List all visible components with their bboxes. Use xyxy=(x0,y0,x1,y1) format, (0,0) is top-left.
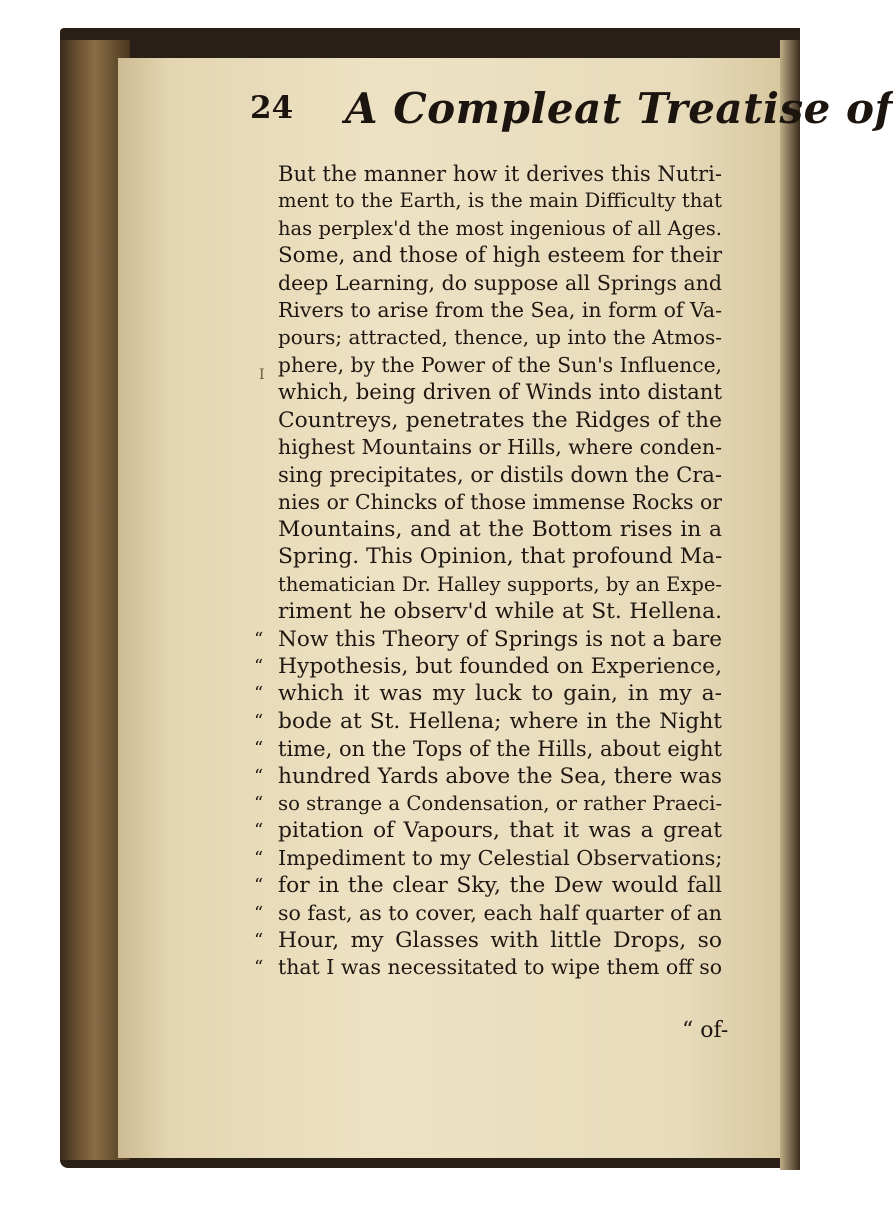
text-line xyxy=(254,954,722,981)
line-text: so fast, as to cover, each half quarter of an xyxy=(278,900,722,925)
text-line xyxy=(254,708,722,735)
line-text: time, on the Tops of the Hills, about eight xyxy=(278,736,722,762)
line-text: has perplex'd the most ingenious of all Ages. xyxy=(278,216,722,240)
line-text: for in the clear Sky, the Dew would fall xyxy=(278,873,722,899)
text-line xyxy=(254,653,722,680)
quote-mark: “ xyxy=(254,875,264,897)
line-text: pitation of Vapours, that it was a great xyxy=(278,818,722,844)
line-text: sing precipitates, or distils down the Cra- xyxy=(278,462,722,488)
margin-mark: I xyxy=(259,367,265,383)
text-line xyxy=(254,680,722,707)
text-line xyxy=(278,215,722,242)
line-text: nies or Chincks of those immense Rocks or xyxy=(278,489,722,514)
text-line xyxy=(278,352,722,379)
line-text: But the manner how it derives this Nutri- xyxy=(278,161,722,186)
text-line xyxy=(278,160,722,187)
text-line xyxy=(278,297,722,324)
line-text: thematician Dr. Halley supports, by an Expe- xyxy=(278,572,722,596)
line-text: that I was necessitated to wipe them off so xyxy=(278,955,722,980)
text-line xyxy=(254,817,722,844)
text-line xyxy=(254,763,722,790)
line-text: Hour, my Glasses with little Drops, so xyxy=(278,927,722,953)
text-line xyxy=(254,626,722,653)
line-text: Some, and those of high esteem for their xyxy=(278,243,723,269)
line-text: so strange a Condensation, or rather Praeci- xyxy=(278,791,723,815)
text-line xyxy=(254,927,722,954)
line-text: pours; attracted, thence, up into the Atmos- xyxy=(278,325,722,350)
quote-mark: “ xyxy=(254,683,264,705)
text-line xyxy=(278,407,722,434)
text-line xyxy=(278,489,722,516)
text-line xyxy=(278,516,722,543)
line-text: hundred Yards above the Sea, there was xyxy=(278,763,722,789)
line-text: deep Learning, do suppose all Springs and xyxy=(278,270,722,295)
quote-mark: “ xyxy=(254,902,264,924)
line-text: bode at St. Hellena; where in the Night xyxy=(278,708,722,734)
text-line xyxy=(278,543,722,570)
text-line xyxy=(254,790,723,817)
text-line xyxy=(278,242,722,269)
text-line xyxy=(278,187,722,214)
line-text: Spring. This Opinion, that profound Ma- xyxy=(278,544,723,570)
text-line xyxy=(278,270,722,297)
line-text: Hypothesis, but founded on Experience, xyxy=(278,654,722,680)
text-line xyxy=(278,598,722,625)
line-text: highest Mountains or Hills, where conden- xyxy=(278,434,722,459)
line-text: Now this Theory of Springs is not a bare xyxy=(278,626,722,652)
quote-mark: “ xyxy=(254,628,264,650)
page-edge xyxy=(780,40,800,1170)
text-line xyxy=(278,379,722,406)
page-number: 24 xyxy=(250,90,294,126)
running-title: A Compleat Treatise of xyxy=(345,84,893,133)
text-line xyxy=(278,571,722,598)
text-line xyxy=(278,324,722,351)
text-line xyxy=(254,872,722,899)
quote-mark: “ xyxy=(254,765,264,787)
line-text: Impediment to my Celestial Observations; xyxy=(278,845,723,870)
quote-mark: “ xyxy=(254,792,264,814)
line-text: Rivers to arise from the Sea, in form of Va- xyxy=(278,297,722,322)
line-text: which, being driven of Winds into distant xyxy=(278,380,722,406)
text-line xyxy=(254,845,723,872)
quote-mark: “ xyxy=(254,710,264,732)
line-text: which it was my luck to gain, in my a- xyxy=(278,681,722,707)
text-line xyxy=(278,461,722,488)
quote-mark: “ xyxy=(254,847,264,869)
body-text xyxy=(254,160,723,982)
page-header xyxy=(250,84,893,150)
text-line xyxy=(278,434,722,461)
catchword: “ of- xyxy=(682,1018,729,1043)
quote-mark: “ xyxy=(254,656,264,678)
quote-mark: “ xyxy=(254,738,264,760)
quote-mark: “ xyxy=(254,929,264,951)
line-text: riment he observ'd while at St. Hellena. xyxy=(278,599,722,625)
text-line xyxy=(254,900,722,927)
line-text: Mountains, and at the Bottom rises in a xyxy=(278,517,722,543)
line-text: Countreys, penetrates the Ridges of the xyxy=(278,407,722,433)
line-text: phere, by the Power of the Sun's Influence, xyxy=(278,352,722,377)
line-text: ment to the Earth, is the main Difficulty that xyxy=(278,189,722,213)
quote-mark: “ xyxy=(254,820,264,842)
quote-mark: “ xyxy=(254,957,264,979)
text-line xyxy=(254,735,722,762)
